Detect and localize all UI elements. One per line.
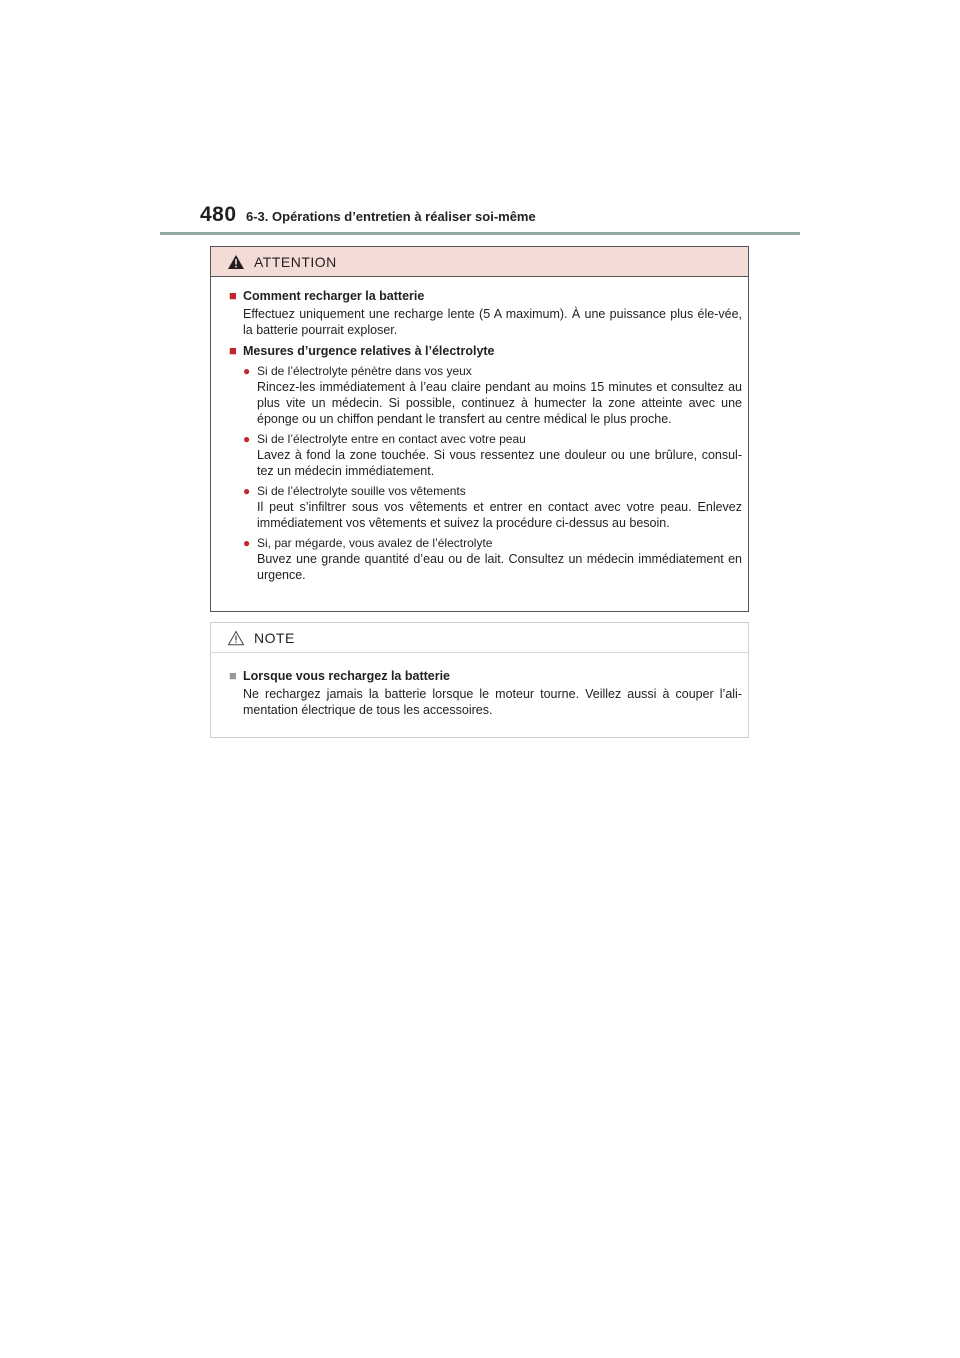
item-title: Si de l’électrolyte pénètre dans vos yeux <box>257 364 472 378</box>
circle-bullet-icon: ● <box>243 536 251 550</box>
note-body <box>211 653 748 718</box>
attention-section-recharge <box>229 288 742 338</box>
item-text: Il peut s’infiltrer sous vos vêtements et entrer en contact avec votre peau. Enlevez immédiatement vos vêtements et suivez la procédure ci-dessus au besoin. <box>257 500 742 530</box>
section-heading: Lorsque vous rechargez la batterie <box>243 669 451 683</box>
circle-bullet-icon: ● <box>243 432 251 446</box>
item-text: Lavez à fond la zone touchée. Si vous ressentez une douleur ou une brûlure, consul-tez un médecin immédiatement. <box>257 448 742 478</box>
attention-section-electrolyte <box>229 343 742 359</box>
list-item <box>243 363 742 427</box>
circle-bullet-icon: ● <box>243 364 251 378</box>
attention-label: ATTENTION <box>254 254 337 270</box>
page-number: 480 <box>200 203 237 226</box>
item-text: Buvez une grande quantité d’eau ou de lait. Consultez un médecin immédiatement en urgence. <box>257 552 742 582</box>
list-item <box>243 483 742 531</box>
section-title: 6-3. Opérations d’entretien à réaliser soi-même <box>246 209 536 224</box>
note-header <box>211 623 748 653</box>
attention-body <box>211 277 748 583</box>
square-bullet-icon: ■ <box>229 343 237 358</box>
section-heading: Mesures d’urgence relatives à l’électrolyte <box>243 344 495 358</box>
note-box <box>210 622 749 738</box>
list-item <box>243 535 742 583</box>
header-rule <box>160 232 800 235</box>
attention-header <box>211 247 748 277</box>
circle-bullet-icon: ● <box>243 484 251 498</box>
section-heading: Comment recharger la batterie <box>243 289 425 303</box>
item-title: Si de l’électrolyte entre en contact avec votre peau <box>257 432 526 446</box>
electrolyte-items <box>229 363 742 583</box>
item-text: Rincez-les immédiatement à l’eau claire pendant au moins 15 minutes et consultez au plus vite un médecin. Si possible, continuez à humecter la zone atteinte avec une éponge ou un chiffon pendant le transfert au centre médical le plus proche. <box>257 380 742 426</box>
item-title: Si, par mégarde, vous avalez de l’électrolyte <box>257 536 493 550</box>
warning-triangle-outline-icon <box>227 630 245 646</box>
page-header <box>200 203 800 235</box>
item-title: Si de l’électrolyte souille vos vêtements <box>257 484 466 498</box>
list-item <box>243 431 742 479</box>
square-bullet-icon: ■ <box>229 668 237 683</box>
section-text: Ne rechargez jamais la batterie lorsque le moteur tourne. Veillez aussi à couper l’ali-mentation électrique de tous les accessoires. <box>243 687 742 717</box>
note-section-recharge <box>229 668 742 718</box>
note-label: NOTE <box>254 630 295 646</box>
square-bullet-icon: ■ <box>229 288 237 303</box>
warning-triangle-icon <box>227 254 245 270</box>
section-text: Effectuez uniquement une recharge lente (5 A maximum). À une puissance plus éle-vée, la batterie pourrait exploser. <box>243 307 742 337</box>
attention-box <box>210 246 749 612</box>
